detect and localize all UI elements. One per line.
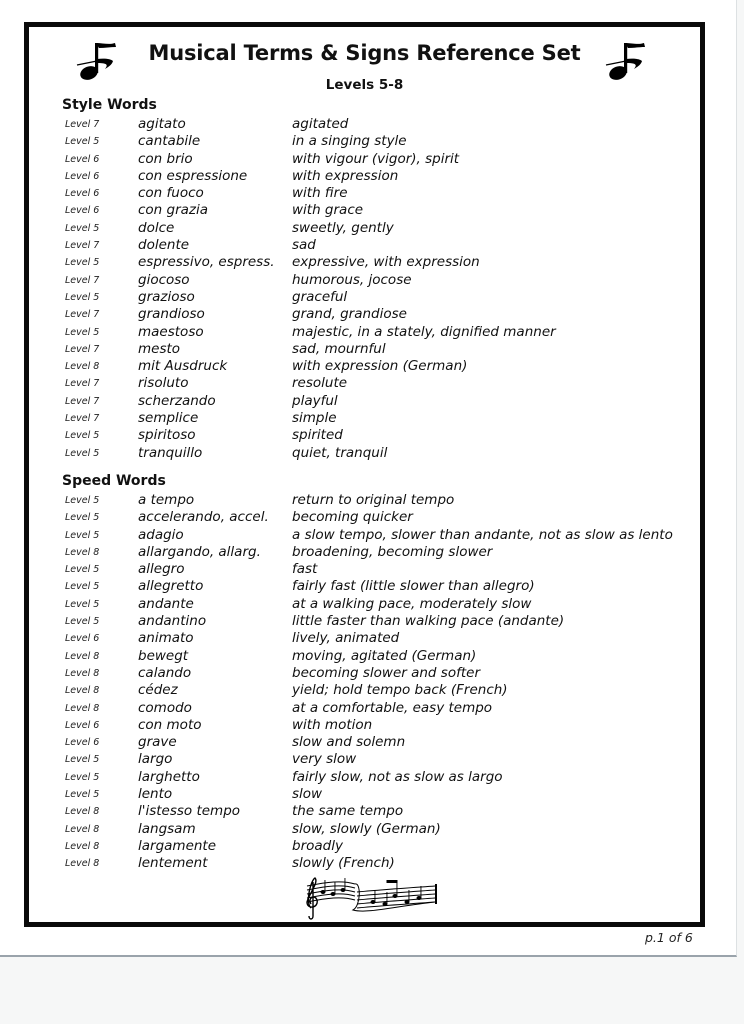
level-label: Level 5 <box>65 564 100 576</box>
term-row <box>29 682 700 699</box>
level-label: Level 7 <box>65 413 100 425</box>
meaning-text: with expression (German) <box>292 358 468 375</box>
meaning-text: sad <box>292 237 316 254</box>
term-row <box>29 202 700 219</box>
meaning-text: the same tempo <box>292 803 404 820</box>
level-label: Level 5 <box>65 430 100 442</box>
term-row <box>29 133 700 150</box>
term-row <box>29 509 700 526</box>
term-text: andante <box>138 595 194 612</box>
term-text: langsam <box>138 820 196 837</box>
term-text: con moto <box>138 716 202 733</box>
level-label: Level 6 <box>65 170 100 182</box>
meaning-text: becoming slower and softer <box>292 664 480 681</box>
section-heading-style-words: Style Words <box>62 97 157 113</box>
level-label: Level 8 <box>65 667 100 679</box>
term-row <box>29 306 700 323</box>
meaning-text: at a comfortable, easy tempo <box>292 699 493 716</box>
level-label: Level 7 <box>65 343 100 355</box>
meaning-text: slowly (French) <box>292 855 395 872</box>
meaning-text: becoming quicker <box>292 509 413 526</box>
term-row <box>29 700 700 717</box>
meaning-text: slow, slowly (German) <box>292 820 441 837</box>
term-text: con espressione <box>138 167 248 184</box>
term-text: comodo <box>138 699 192 716</box>
term-row <box>29 324 700 341</box>
meaning-text: fairly fast (little slower than allegro) <box>292 578 535 595</box>
level-label: Level 8 <box>65 685 100 697</box>
reference-frame <box>24 22 705 927</box>
level-label: Level 5 <box>65 754 100 766</box>
meaning-text: quiet, tranquil <box>292 444 388 461</box>
level-label: Level 7 <box>65 240 100 252</box>
level-label: Level 8 <box>65 702 100 714</box>
meaning-text: with vigour (vigor), spirit <box>292 150 460 167</box>
term-row <box>29 578 700 595</box>
level-label: Level 6 <box>65 719 100 731</box>
term-row <box>29 375 700 392</box>
term-text: mesto <box>138 340 181 357</box>
term-text: maestoso <box>138 323 204 340</box>
term-row <box>29 427 700 444</box>
level-label: Level 5 <box>65 291 100 303</box>
term-text: largo <box>138 751 173 768</box>
meaning-text: fast <box>292 561 318 578</box>
level-label: Level 8 <box>65 546 100 558</box>
term-text: risoluto <box>138 375 189 392</box>
term-text: grazioso <box>138 288 195 305</box>
level-label: Level 5 <box>65 512 100 524</box>
meaning-text: at a walking pace, moderately slow <box>292 595 532 612</box>
term-row <box>29 803 700 820</box>
term-row <box>29 838 700 855</box>
meaning-text: majestic, in a stately, dignified manner <box>292 323 556 340</box>
level-label: Level 8 <box>65 806 100 818</box>
term-text: agitato <box>138 116 186 132</box>
term-text: mit Ausdruck <box>138 358 228 375</box>
level-label: Level 6 <box>65 205 100 217</box>
level-label: Level 5 <box>65 598 100 610</box>
term-row <box>29 769 700 786</box>
meaning-text: playful <box>292 392 338 409</box>
term-text: cédez <box>138 682 178 699</box>
meaning-text: yield; hold tempo back (French) <box>292 682 508 699</box>
meaning-text: in a singing style <box>292 133 407 150</box>
meaning-text: slow and solemn <box>292 734 406 751</box>
term-text: adagio <box>138 526 184 543</box>
level-label: Level 5 <box>65 529 100 541</box>
term-row <box>29 855 700 872</box>
meaning-text: sad, mournful <box>292 340 386 357</box>
term-text: giocoso <box>138 271 190 288</box>
term-text: calando <box>138 664 192 681</box>
term-row <box>29 527 700 544</box>
meaning-text: resolute <box>292 375 348 392</box>
meaning-text: a slow tempo, slower than andante, not as slow as lento <box>292 526 673 543</box>
meaning-text: expressive, with expression <box>292 254 480 271</box>
term-text: dolce <box>138 219 175 236</box>
term-text: l'istesso tempo <box>138 803 241 820</box>
term-text: allegro <box>138 561 185 578</box>
meaning-text: very slow <box>292 751 357 768</box>
meaning-text: humorous, jocose <box>292 271 412 288</box>
level-label: Level 8 <box>65 823 100 835</box>
level-label: Level 5 <box>65 771 100 783</box>
meaning-text: little faster than walking pace (andante) <box>292 613 565 630</box>
page-title: Musical Terms & Signs Reference Set <box>148 41 581 65</box>
term-text: con brio <box>138 150 193 167</box>
meaning-text: graceful <box>292 288 348 305</box>
term-row <box>29 116 700 133</box>
meaning-text: lively, animated <box>292 630 400 647</box>
term-row <box>29 561 700 578</box>
level-label: Level 5 <box>65 136 100 148</box>
meaning-text: grand, grandiose <box>292 306 407 323</box>
meaning-text: agitated <box>292 116 349 132</box>
term-text: cantabile <box>138 133 201 150</box>
level-label: Level 8 <box>65 840 100 852</box>
meaning-text: broadly <box>292 837 343 854</box>
music-staff-icon <box>297 872 442 922</box>
term-text: grandioso <box>138 306 205 323</box>
level-label: Level 7 <box>65 378 100 390</box>
meaning-text: spirited <box>292 427 343 444</box>
term-text: lento <box>138 786 173 803</box>
term-text: bewegt <box>138 647 189 664</box>
style-words-list <box>29 116 700 462</box>
meaning-text: fairly slow, not as slow as largo <box>292 768 503 785</box>
meaning-text: broadening, becoming slower <box>292 543 493 560</box>
level-label: Level 6 <box>65 188 100 200</box>
term-text: largamente <box>138 837 217 854</box>
term-row <box>29 492 700 509</box>
term-row <box>29 289 700 306</box>
term-row <box>29 751 700 768</box>
meaning-text: sweetly, gently <box>292 219 394 236</box>
term-row <box>29 220 700 237</box>
term-text: a tempo <box>138 492 195 508</box>
meaning-text: simple <box>292 410 337 427</box>
level-label: Level 7 <box>65 395 100 407</box>
level-label: Level 6 <box>65 153 100 165</box>
term-row <box>29 185 700 202</box>
term-text: animato <box>138 630 194 647</box>
term-row <box>29 613 700 630</box>
term-row <box>29 717 700 734</box>
level-label: Level 5 <box>65 257 100 269</box>
term-row <box>29 544 700 561</box>
level-label: Level 8 <box>65 650 100 662</box>
meaning-text: with motion <box>292 716 373 733</box>
term-row <box>29 786 700 803</box>
level-label: Level 8 <box>65 858 100 870</box>
term-text: allegretto <box>138 578 204 595</box>
level-label: Level 5 <box>65 222 100 234</box>
page-number: p.1 of 6 <box>645 930 693 945</box>
term-text: tranquillo <box>138 444 203 461</box>
term-row <box>29 596 700 613</box>
term-row <box>29 151 700 168</box>
level-label: Level 5 <box>65 326 100 338</box>
term-row <box>29 168 700 185</box>
term-row <box>29 410 700 427</box>
term-row <box>29 341 700 358</box>
term-row <box>29 665 700 682</box>
term-row <box>29 237 700 254</box>
term-text: semplice <box>138 410 199 427</box>
level-label: Level 5 <box>65 447 100 459</box>
term-text: con fuoco <box>138 185 204 202</box>
level-label: Level 7 <box>65 309 100 321</box>
term-row <box>29 734 700 751</box>
term-row <box>29 821 700 838</box>
meaning-text: with grace <box>292 202 364 219</box>
term-text: dolente <box>138 237 190 254</box>
level-label: Level 5 <box>65 495 100 506</box>
speed-words-list <box>29 492 700 873</box>
term-row <box>29 393 700 410</box>
level-label: Level 7 <box>65 119 100 130</box>
level-label: Level 6 <box>65 737 100 749</box>
level-label: Level 8 <box>65 361 100 373</box>
term-text: lentement <box>138 855 208 872</box>
term-row <box>29 445 700 462</box>
term-row <box>29 358 700 375</box>
meaning-text: with fire <box>292 185 348 202</box>
term-text: con grazia <box>138 202 209 219</box>
meaning-text: with expression <box>292 167 399 184</box>
term-row <box>29 648 700 665</box>
level-label: Level 5 <box>65 789 100 801</box>
page-subtitle: Levels 5-8 <box>325 77 404 93</box>
term-text: scherzando <box>138 392 216 409</box>
meaning-text: slow <box>292 786 323 803</box>
term-text: larghetto <box>138 768 200 785</box>
term-text: andantino <box>138 613 207 630</box>
level-label: Level 5 <box>65 616 100 628</box>
level-label: Level 7 <box>65 274 100 286</box>
meaning-text: return to original tempo <box>292 492 455 508</box>
term-row <box>29 254 700 271</box>
term-text: grave <box>138 734 177 751</box>
term-text: allargando, allarg. <box>138 543 261 560</box>
term-row <box>29 630 700 647</box>
term-text: spiritoso <box>138 427 196 444</box>
section-heading-speed-words: Speed Words <box>62 473 166 489</box>
term-text: accelerando, accel. <box>138 509 269 526</box>
level-label: Level 6 <box>65 633 100 645</box>
level-label: Level 5 <box>65 581 100 593</box>
meaning-text: moving, agitated (German) <box>292 647 477 664</box>
term-text: espressivo, espress. <box>138 254 275 271</box>
term-row <box>29 272 700 289</box>
